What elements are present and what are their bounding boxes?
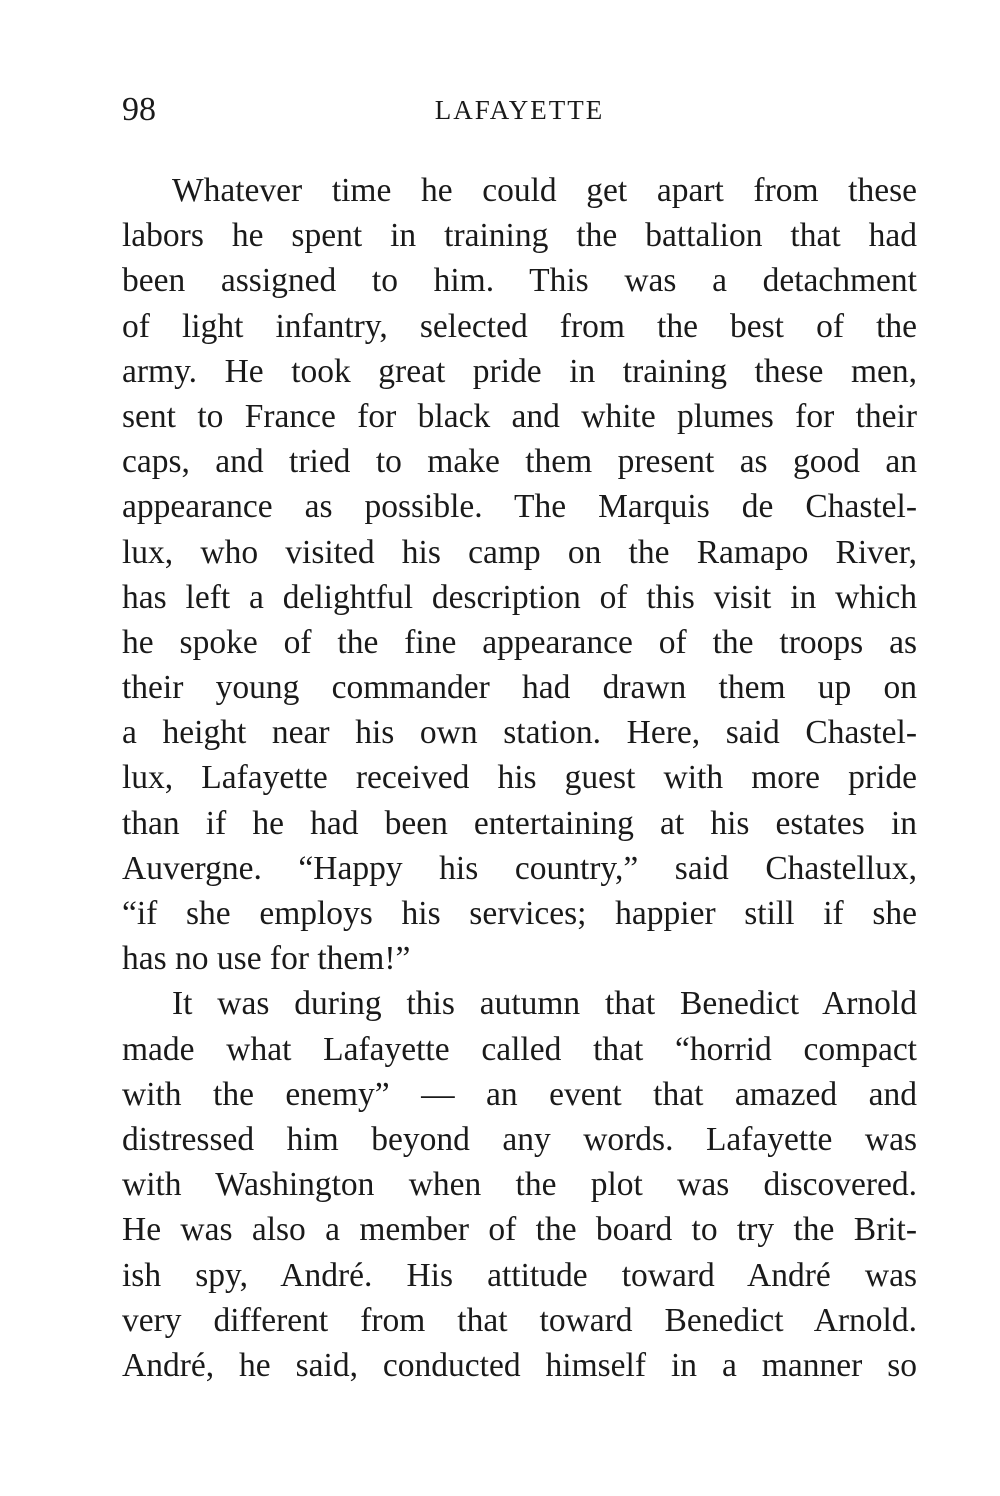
- paragraph-2: [122, 981, 917, 1388]
- text-line: been assigned to him. This was a detachment: [122, 262, 917, 300]
- running-title: LAFAYETTE: [434, 95, 605, 125]
- text-line: appearance as possible. The Marquis de Chastel-: [122, 488, 917, 526]
- text-line: their young commander had drawn them up on: [122, 669, 917, 707]
- text-line: Auvergne. “Happy his country,” said Chastellux,: [122, 849, 917, 887]
- text-line: with Washington when the plot was discovered.: [122, 1166, 917, 1204]
- text-line: lux, Lafayette received his guest with more pride: [122, 759, 917, 797]
- text-line: of light infantry, selected from the best of the: [122, 307, 917, 345]
- text-line: André, he said, conducted himself in a manner so: [122, 1346, 917, 1384]
- text-line: He was also a member of the board to try the Brit-: [122, 1211, 917, 1249]
- text-line: he spoke of the fine appearance of the troops as: [122, 623, 917, 661]
- text-line: ish spy, André. His attitude toward André was: [122, 1256, 917, 1294]
- text-line: labors he spent in training the battalion that had: [122, 217, 917, 255]
- text-line: a height near his own station. Here, said Chastel-: [122, 714, 917, 752]
- text-line: army. He took great pride in training these men,: [122, 352, 917, 390]
- text-line: made what Lafayette called that “horrid compact: [122, 1030, 917, 1068]
- paragraph-1: [122, 168, 917, 981]
- text-line: has left a delightful description of this visit in which: [122, 578, 917, 616]
- page-number: 98: [122, 91, 156, 128]
- text-line: lux, who visited his camp on the Ramapo River,: [122, 533, 917, 571]
- running-head: [122, 88, 917, 132]
- text-line: very different from that toward Benedict Arnold.: [122, 1301, 917, 1339]
- text-line: sent to France for black and white plumes for their: [122, 397, 917, 435]
- text-line: distressed him beyond any words. Lafayette was: [122, 1120, 917, 1158]
- text-line: Whatever time he could get apart from these: [172, 172, 917, 209]
- text-line: than if he had been entertaining at his estates in: [122, 804, 917, 842]
- body-text: [122, 168, 917, 1388]
- text-line: It was during this autumn that Benedict Arnold: [172, 985, 917, 1023]
- text-line: caps, and tried to make them present as good an: [122, 443, 917, 481]
- text-line: has no use for them!”: [122, 940, 411, 978]
- text-line: with the enemy” — an event that amazed and: [122, 1075, 917, 1113]
- text-line: “if she employs his services; happier still if she: [122, 895, 917, 932]
